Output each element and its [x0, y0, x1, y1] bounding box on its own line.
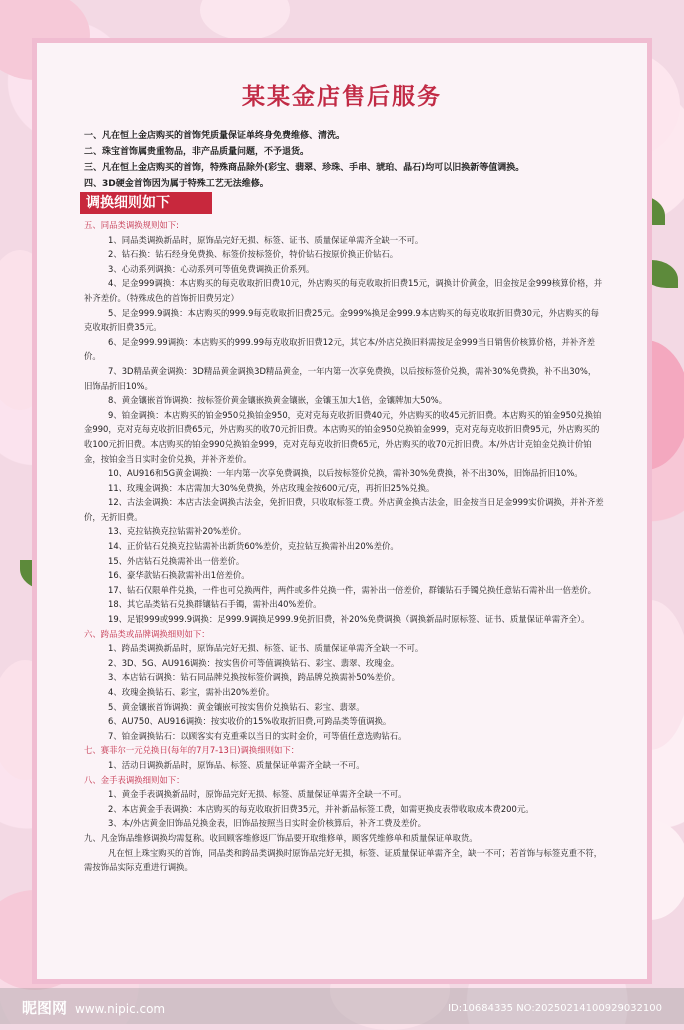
intro-list — [84, 128, 624, 192]
rule-item: 2、钻石换：钻石经身免费换、标签价按标签价，特价钻石按原价换正价钻石。 — [108, 249, 399, 260]
rule-item: 1、跨品类调换新品时，原饰品完好无损、标签、证书、质量保证单需齐全缺一不可。 — [108, 643, 424, 654]
watermark-logo — [22, 997, 165, 1018]
rule-item: 16、豪华款钻石换款需补出1倍差价。 — [108, 570, 250, 581]
watermark-id: ID:10684335 NO:20250214100929032100 — [448, 1003, 662, 1014]
rule-item: 8、黄金镶嵌首饰调换：按标签价黄金镶嵌换黄金镶嵌，金镶玉加大1倍，金镶牌加大50%。 — [108, 395, 448, 406]
rule-item: 6、足金999.99调换：本店购买的999.99每克收取折旧费12元，其它本/外店兑换旧料需按足金999当日销售价核算价格，并补齐差价。 — [84, 336, 596, 362]
rule-section-heading: 八、金手表调换细则如下： — [84, 774, 185, 785]
intro-item: 四、3D硬金首饰因为属于特殊工艺无法维修。 — [84, 179, 269, 189]
rule-item: 13、克拉钻换克拉钻需补20%差价。 — [108, 526, 247, 537]
rule-section-heading: 六、跨品类或品牌调换细则如下： — [84, 628, 210, 639]
rule-item: 19、足银999或999.9调换：足999.9调换足999.9免折旧费，补20%免费调换（调换新品时原标签、证书、质量保证单需齐全）。 — [108, 614, 590, 625]
rule-item: 7、3D精品黄金调换：3D精品黄金调换3D精品黄金，一年内第一次享免费换，以后按标签价兑换，需补30%免费换，补不出30%，旧饰品折旧10%。 — [84, 365, 597, 391]
rule-item: 凡在恒上珠宝购买的首饰，同品类和跨品类调换时原饰品完好无损，标签、证质量保证单需齐全，缺一不可；若首饰与标签克重不符，需按饰品实际克重进行调换。 — [84, 847, 603, 873]
rule-item: 17、钻石仅限单件兑换，一件也可兑换两件，两件或多件兑换一件，需补出一倍差价，群镶钻石手镯兑换任意钻石需补出一倍差价。 — [108, 584, 597, 595]
intro-item: 三、凡在恒上金店购买的首饰，特殊商品除外(彩宝、翡翠、珍珠、手串、琥珀、晶石)均可以旧换新等值调换。 — [84, 163, 525, 173]
rule-item: 10、AU916和5G黄金调换：一年内第一次享免费调换，以后按标签价兑换，需补30%免费换，补不出30%，旧饰品折旧10%。 — [108, 468, 583, 479]
rule-section-heading: 七、赛菲尔一元兑换日(每年的7月7-13日)调换细则如下： — [84, 745, 300, 756]
rule-item: 3、心动系列调换：心动系列可等值免费调换正价系列。 — [108, 263, 315, 274]
rules-list — [84, 218, 604, 875]
rule-item: 11、玫瑰金调换：本店需加大30%免费换，外店玫瑰金按600元/克，再折旧25%兑换。 — [108, 482, 435, 493]
watermark-bar — [0, 988, 684, 1024]
rule-item: 2、本店黄金手表调换：本店购买的每克收取折旧费35元，并补新品标签工费，如需更换皮表带收取成本费200元。 — [108, 803, 534, 814]
rule-item: 3、本店钻石调换：钻石同品牌兑换按标签价调换，跨品牌兑换需补50%差价。 — [108, 672, 400, 683]
rule-item: 14、正价钻石兑换克拉钻需补出新货60%差价，克拉钻互换需补出20%差价。 — [108, 541, 399, 552]
section-banner: 调换细则如下 — [80, 192, 212, 214]
watermark-url: www.nipic.com — [75, 1002, 166, 1016]
rose-decoration — [200, 0, 290, 40]
rule-item: 12、古法金调换：本店古法金调换古法金，免折旧费，只收取标签工费。外店黄金换古法金，旧金按当日足金999实价调换，并补齐差价，无折旧费。 — [84, 497, 604, 522]
intro-item: 一、凡在恒上金店购买的首饰凭质量保证单终身免费维修、清洗。 — [84, 131, 346, 141]
rule-section-heading: 五、同品类调换规则如下: — [84, 220, 179, 230]
rule-item: 3、本/外店黄金旧饰品兑换金表，旧饰品按照当日实时金价核算后，补齐工费及差价。 — [108, 818, 427, 829]
rule-item: 4、玫瑰金换钻石、彩宝，需补出20%差价。 — [108, 687, 275, 697]
rule-item: 1、活动日调换新品时，原饰品、标签、质量保证单需齐全缺一不可。 — [108, 759, 365, 770]
intro-item: 二、珠宝首饰属贵重物品，非产品质量问题，不予退货。 — [84, 147, 310, 157]
rule-item: 9、铂金调换：本店购买的铂金950兑换铂金950，克对克每克收折旧费40元，外店购买的收45元折旧费。本店购买的铂金950兑换铂金990，克对克每克收折旧费65元，外店购买的收70元折旧费。本店购买的铂金950兑换铂金999，克对克每克收折旧费95元，外店购买的收100元折旧费。本店购买的铂金990兑换铂金999，克对克每克收折旧费65元，外店购买的收70元折旧费。本/外店计克铂金兑换计价铂金，按铂金当日实时金价兑换，并补齐差价。 — [84, 409, 602, 464]
rule-item: 2、3D、5G、AU916调换：按实售价可等值调换钻石、彩宝、翡翠、玫瑰金。 — [108, 657, 400, 668]
rule-item: 4、足金999调换：本店购买的每克收取折旧费10元，外店购买的每克收取折旧费15元，调换计价黄金，旧金按足金999核算价格，并补齐差价。（特殊成色的首饰折旧费另定） — [84, 278, 603, 303]
page-title: 某某金店售后服务 — [242, 84, 442, 110]
rule-item: 5、足金999.9调换：本店购买的999.9每克收取折旧费25元。金999%换足金999.9本店购买的每克收取折旧费30元，外店购买的每克收取折旧费35元。 — [84, 307, 600, 333]
rule-item: 18、其它品类钻石兑换群镶钻石手镯，需补出40%差价。 — [108, 599, 322, 610]
rule-item: 九、凡金饰品维修调换均需复称。收回顾客维修返厂饰品要开取维修单，顾客凭维修单和质量保证单取货。 — [84, 832, 478, 843]
rule-item: 6、AU750、AU916调换：按实收价的15%收取折旧费,可跨品类等值调换。 — [108, 716, 392, 727]
rule-item: 1、黄金手表调换新品时，原饰品完好无损、标签、质量保证单需齐全缺一不可。 — [108, 789, 407, 800]
rule-item: 5、黄金镶嵌首饰调换：黄金镶嵌可按实售价兑换钻石、彩宝、翡翠。 — [108, 701, 365, 712]
watermark-site: 昵图网 — [22, 999, 68, 1017]
rule-item: 1、同品类调换新品时，原饰品完好无损、标签、证书、质量保证单需齐全缺一不可。 — [108, 234, 424, 245]
rule-item: 7、铂金调换钻石：以顾客实有克重乘以当日的实时金价，可等值任意选购钻石。 — [108, 730, 407, 741]
rule-item: 15、外店钻石兑换需补出一倍差价。 — [108, 555, 245, 566]
